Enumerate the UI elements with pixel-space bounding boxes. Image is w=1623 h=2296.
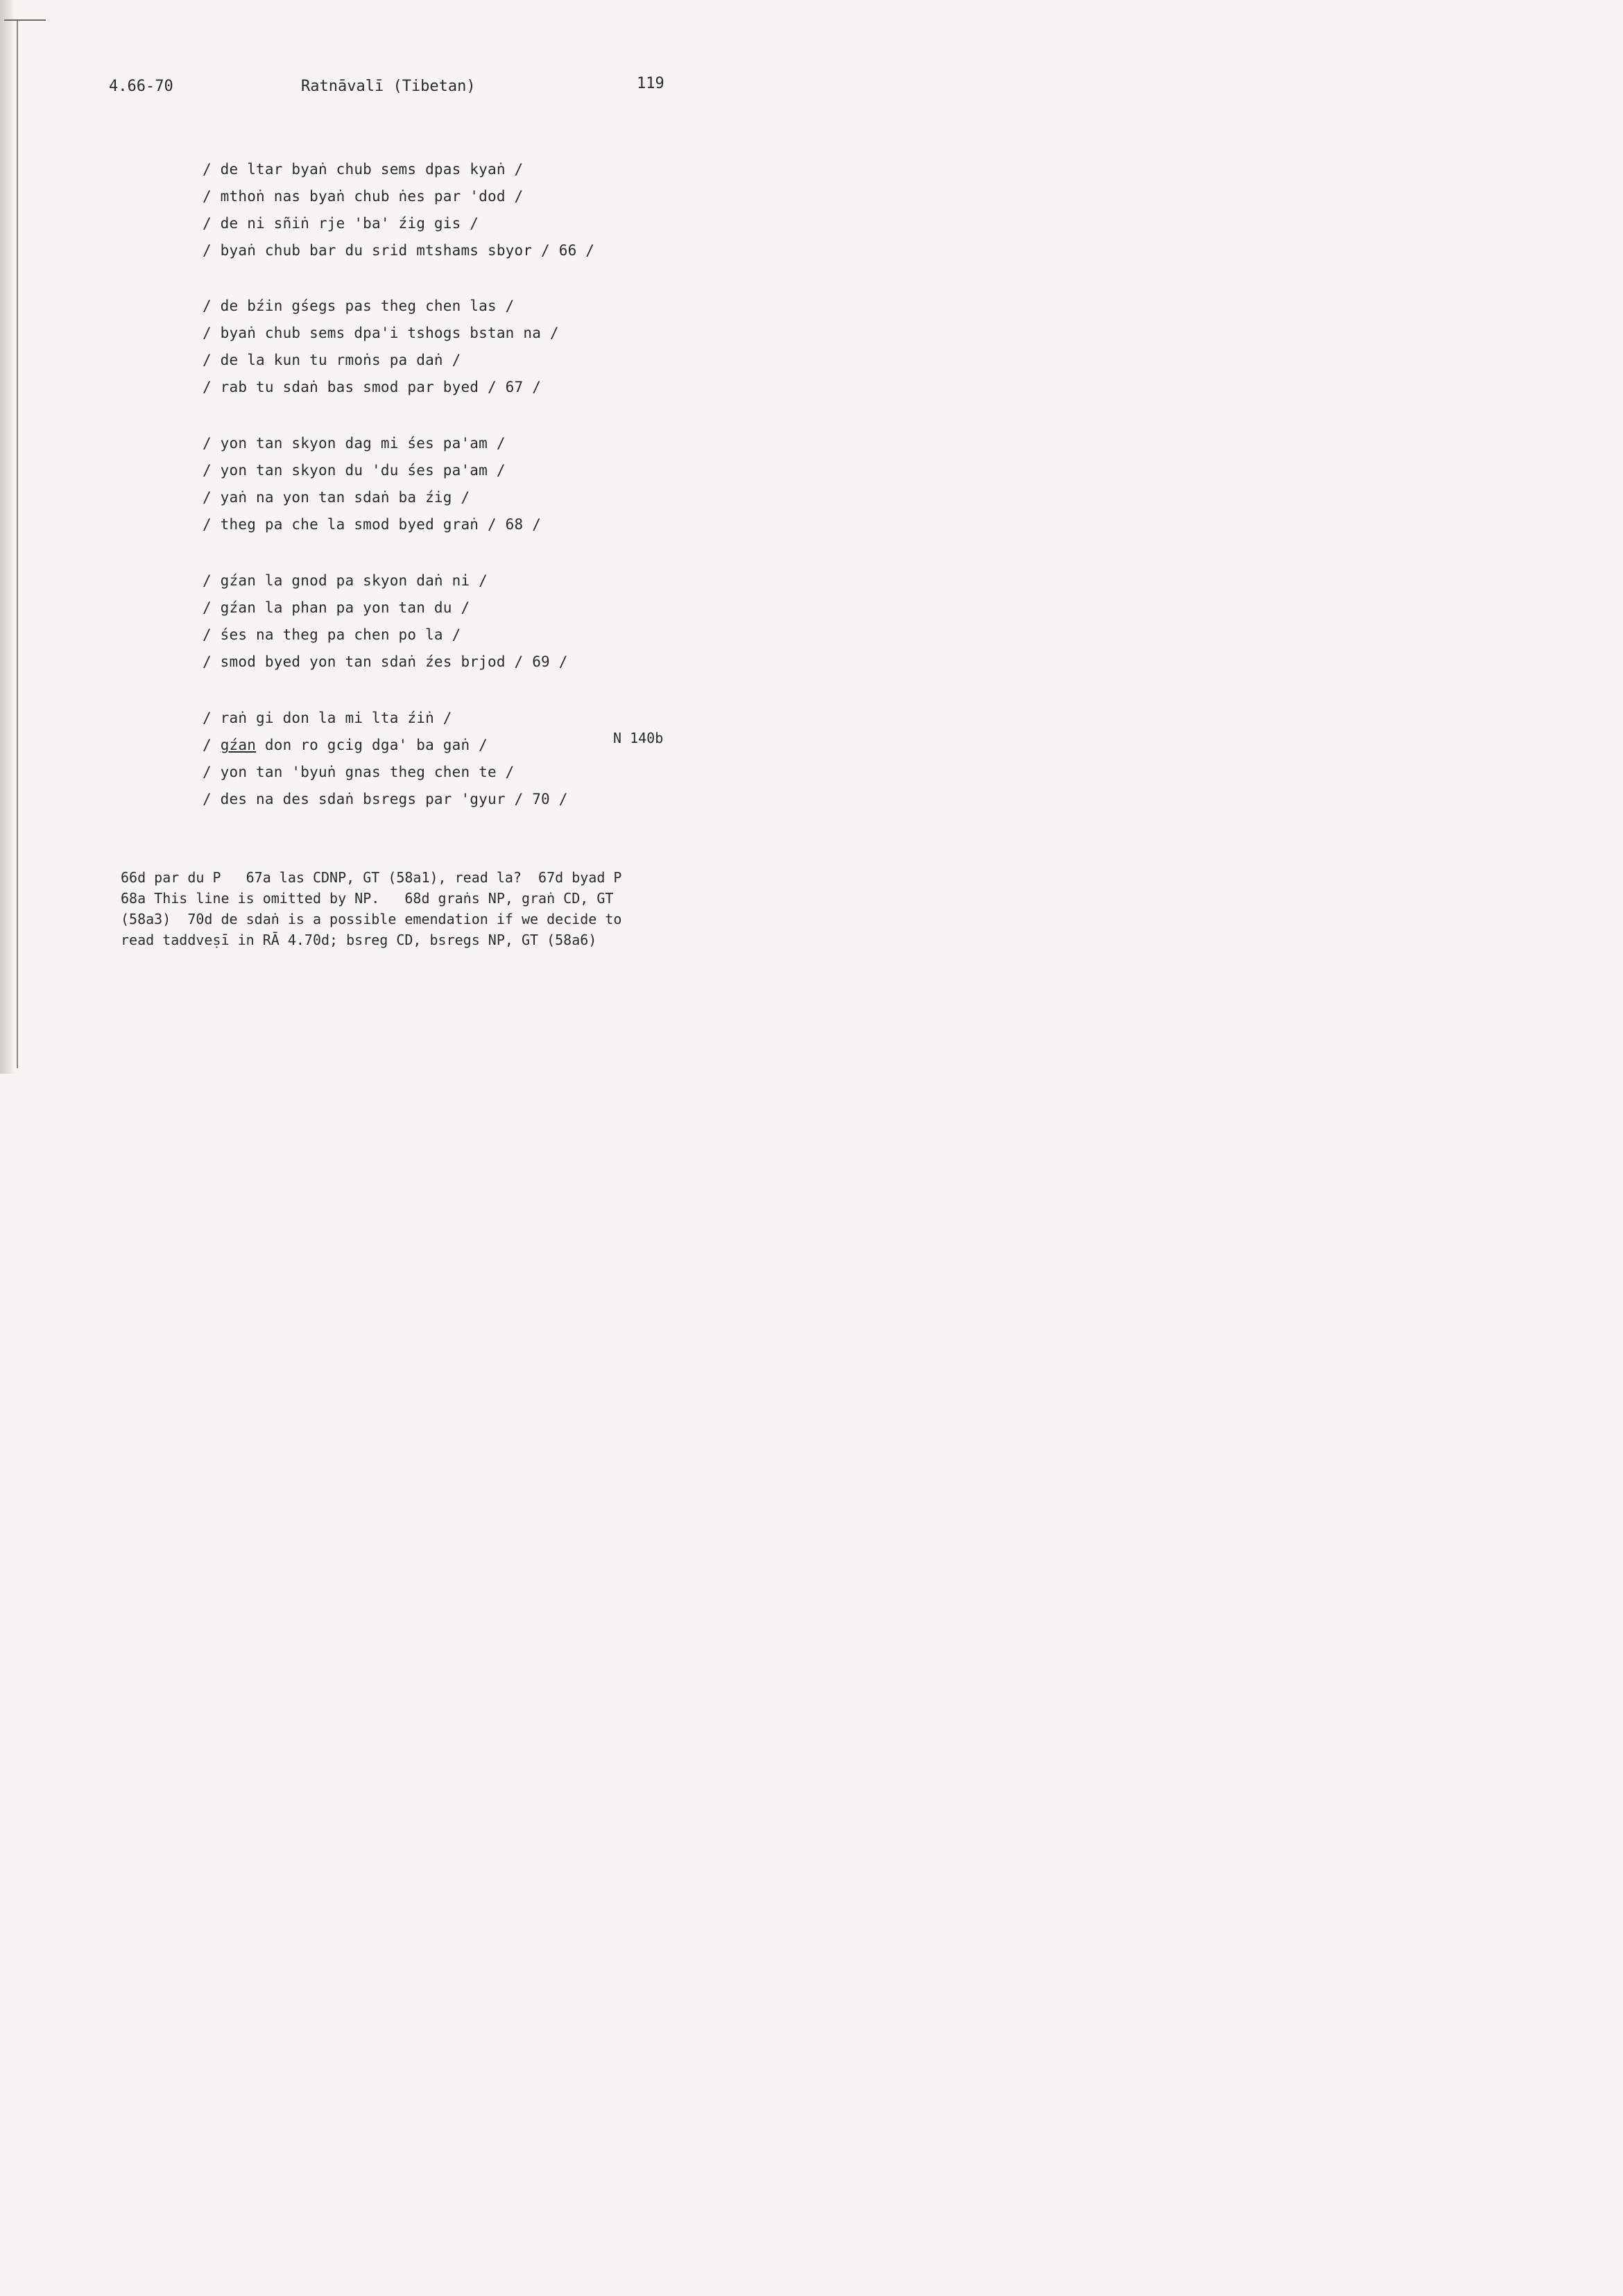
- verse-line: / de ni sñiṅ rje 'ba' źig gis /: [203, 215, 479, 232]
- verse-line: / des na des sdaṅ bsregs par 'gyur / 70 /: [203, 791, 568, 807]
- footnotes: [121, 867, 717, 950]
- page-binding-tick: [4, 19, 46, 21]
- verse-line: / śes na theg pa chen po la /: [203, 626, 461, 643]
- verse-line: / yon tan skyon dag mi śes pa'am /: [203, 435, 506, 452]
- footnote-line: read taddveṣī in RĀ 4.70d; bsreg CD, bsregs NP, GT (58a6): [121, 932, 597, 948]
- verse-line: / raṅ gi don la mi lta źiṅ /: [203, 710, 452, 726]
- verse-line: / de la kun tu rmoṅs pa daṅ /: [203, 352, 461, 368]
- verse-line: / yon tan 'byuṅ gnas theg chen te /: [203, 764, 515, 780]
- stanza-68: [203, 430, 541, 538]
- stanza-69: [203, 567, 568, 676]
- verse-line: / de bźin gśegs pas theg chen las /: [203, 298, 515, 314]
- verse-line: / yaṅ na yon tan sdaṅ ba źig /: [203, 489, 470, 506]
- footnote-line: 66d par du P 67a las CDNP, GT (58a1), read la? 67d byad P: [121, 869, 622, 886]
- verse-line: / byaṅ chub bar du srid mtshams sbyor / 66 /: [203, 242, 595, 259]
- stanza-67: [203, 293, 559, 401]
- underlined-word: gźan: [220, 737, 257, 753]
- verse-line: / mthoṅ nas byaṅ chub ṅes par 'dod /: [203, 188, 524, 205]
- verse-line: / smod byed yon tan sdaṅ źes brjod / 69 /: [203, 653, 568, 670]
- verse-line-prefix: /: [203, 737, 221, 753]
- stanza-66: [203, 156, 594, 264]
- verse-line: / gźan la phan pa yon tan du /: [203, 599, 470, 616]
- footnote-line: 68a This line is omitted by NP. 68d graṅs NP, graṅ CD, GT: [121, 890, 614, 907]
- stanza-70: [203, 705, 568, 813]
- section-reference: 4.66-70: [109, 78, 173, 95]
- page-title: Ratnāvalī (Tibetan): [301, 78, 476, 95]
- verse-line: / rab tu sdaṅ bas smod par byed / 67 /: [203, 379, 542, 395]
- verse-line-rest: don ro gcig dga' ba gaṅ /: [256, 737, 488, 753]
- verse-line: / yon tan skyon du 'du śes pa'am /: [203, 462, 506, 479]
- page-binding-shadow: [0, 0, 15, 1074]
- manuscript-folio-reference: N 140b: [613, 730, 664, 746]
- verse-line: / theg pa che la smod byed graṅ / 68 /: [203, 516, 542, 533]
- verse-line: / gźan la gnod pa skyon daṅ ni /: [203, 572, 488, 589]
- verse-line: / byaṅ chub sems dpa'i tshogs bstan na /: [203, 325, 559, 341]
- verse-line: / de ltar byaṅ chub sems dpas kyaṅ /: [203, 161, 524, 178]
- page-binding-line: [17, 21, 18, 1068]
- page-number: 119: [637, 75, 664, 92]
- verse-line: [203, 732, 568, 759]
- footnote-line: (58a3) 70d de sdaṅ is a possible emendation if we decide to: [121, 911, 622, 927]
